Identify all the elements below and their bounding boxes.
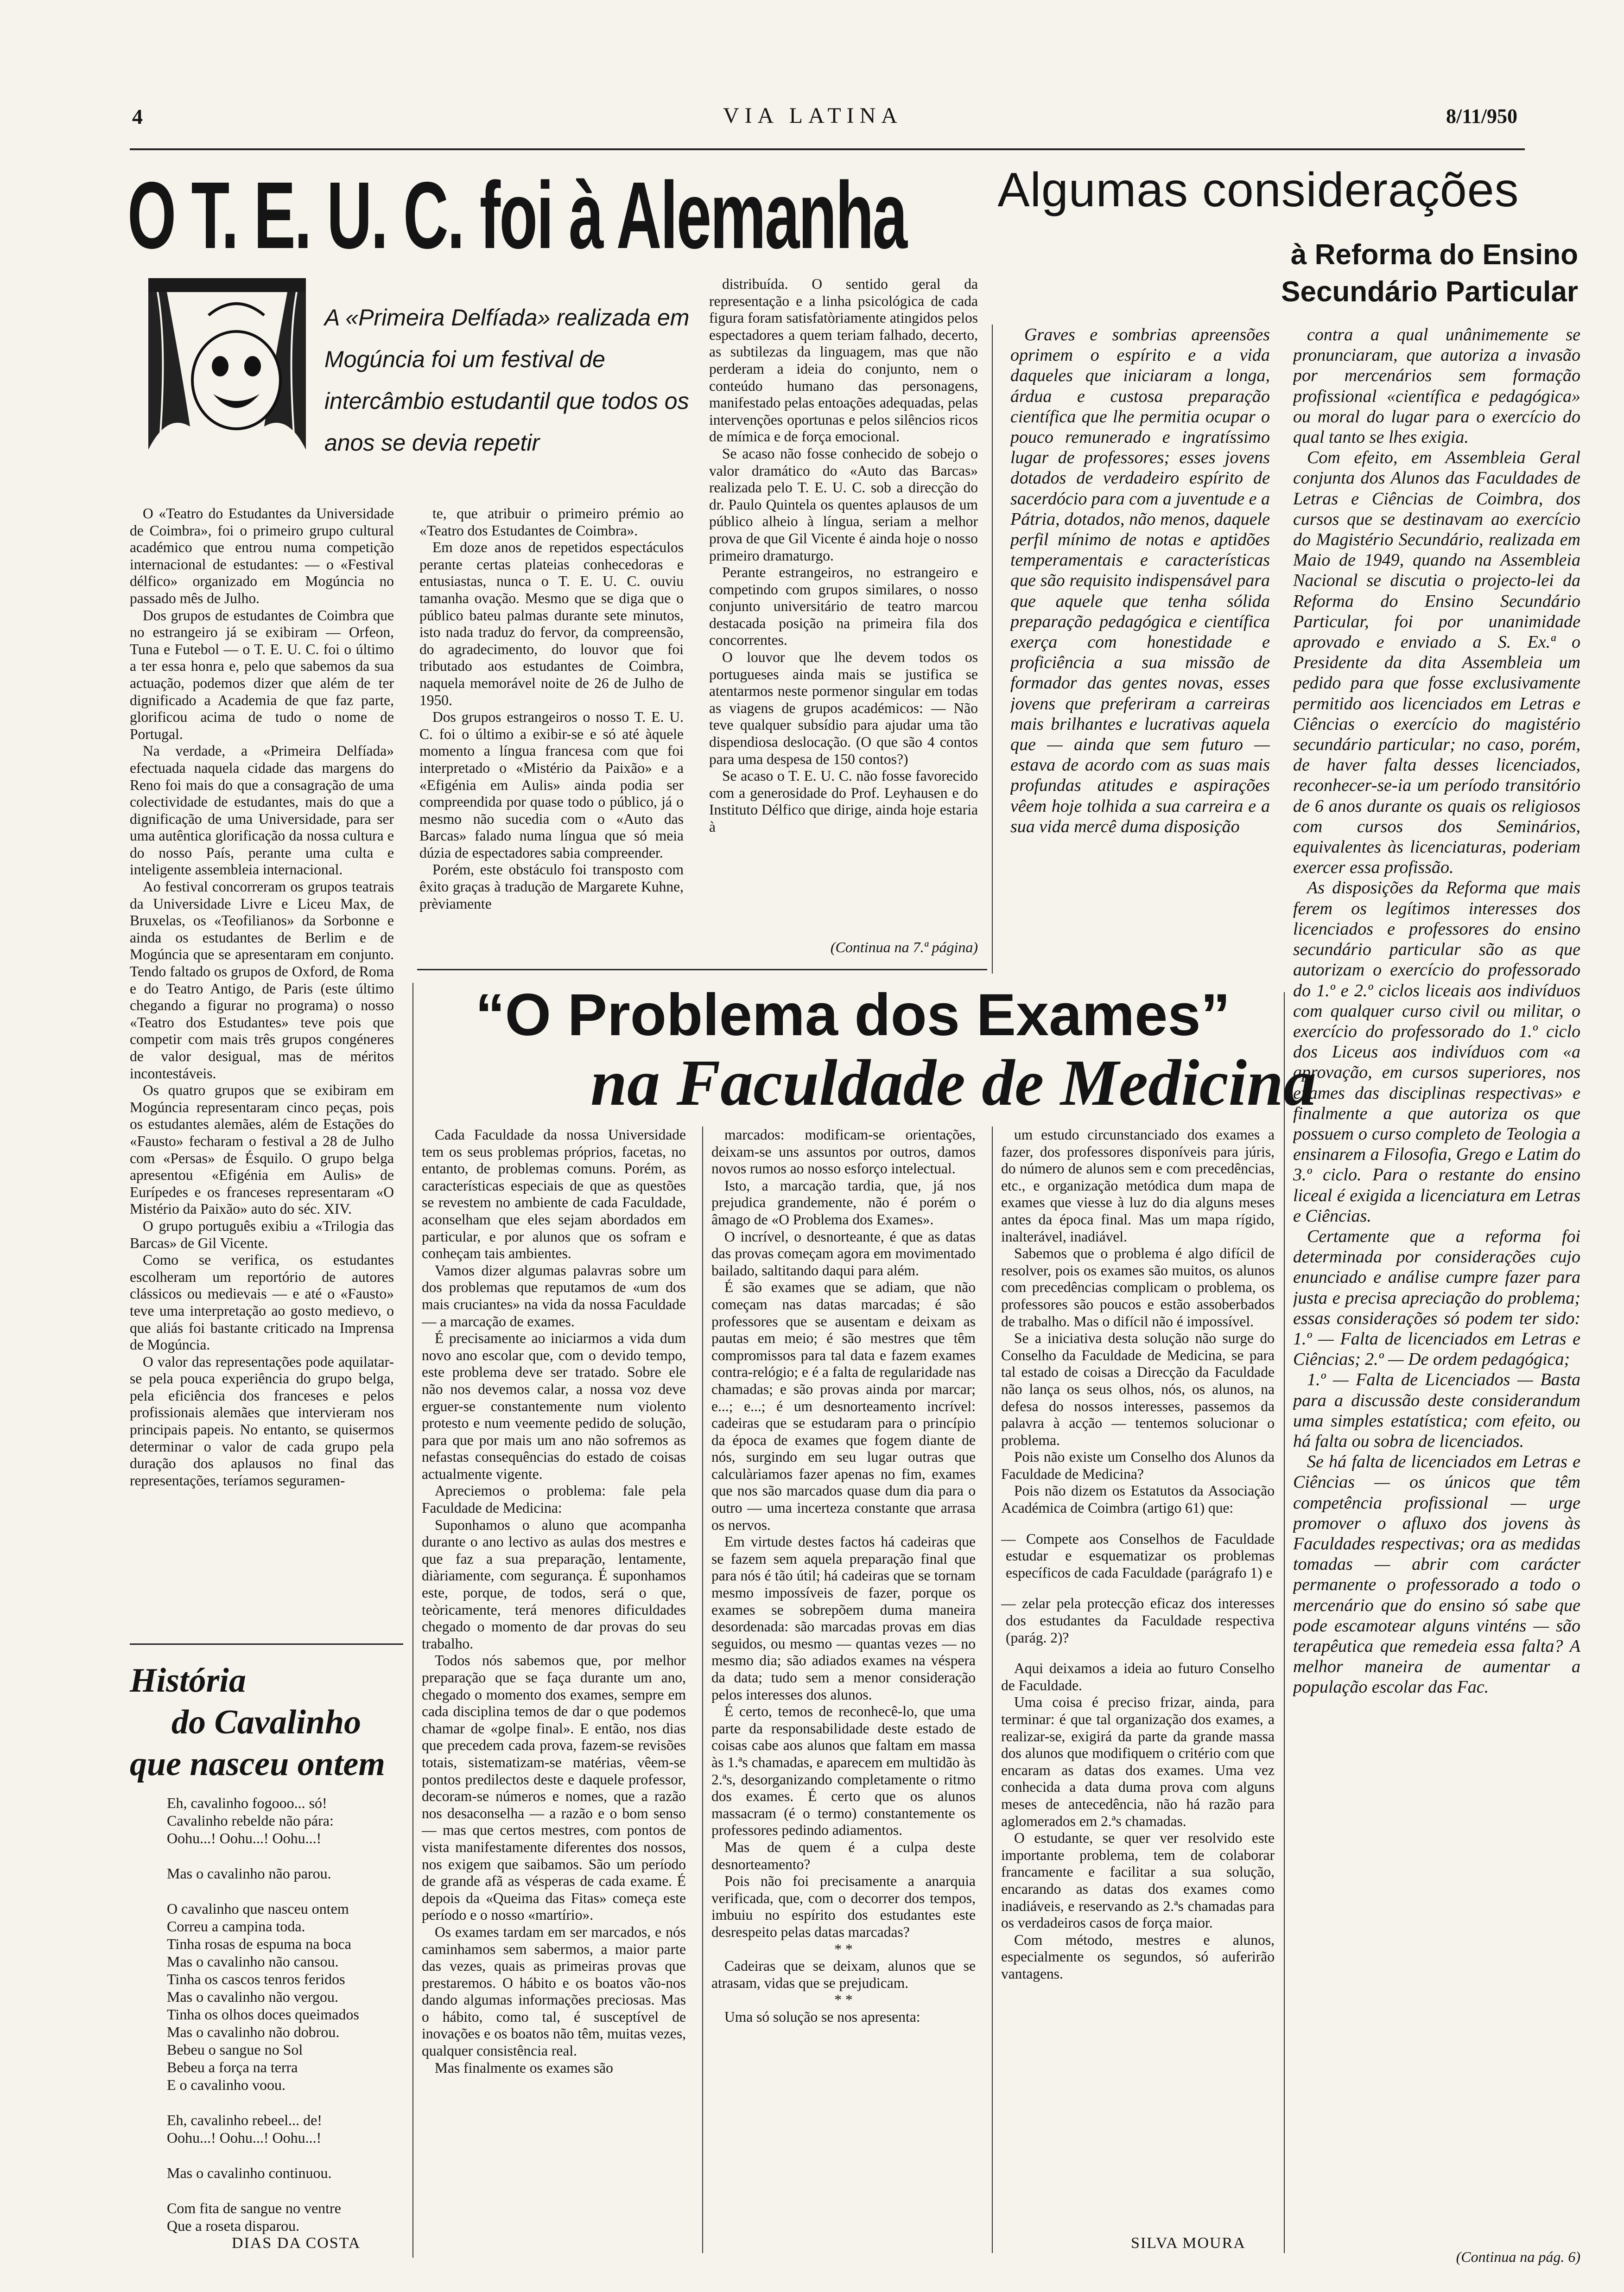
paragraph: contra a qual unânimemente se pronunciaram, que autoriza a invasão por mercenários sem formação profissional «científica e pedagógica» ou moral do lugar para o exercício do qual tanto se lhes exigia.: [1293, 325, 1580, 447]
algumas-subtitle-line-1: à Reforma do Ensino: [1290, 239, 1578, 271]
column-rule: [412, 983, 413, 2258]
problema-author: SILVA MOURA: [1131, 2235, 1246, 2252]
theatre-mask-illustration-icon: [139, 274, 315, 468]
paragraph: Cada Faculdade da nossa Universidade tem os seus problemas próprios, facetas, no entanto, de problemas comuns. Porém, as características especiais de que as questões se revestem no ambiente de cada Faculdade, aconselham que eles sejam abordados em particular, e por alunos que os sofram e conheçam tais ambientes.: [422, 1127, 686, 1262]
paragraph: Se acaso não fosse conhecido de sobejo o valor dramático do «Auto das Barcas» realizada pelo T. E. U. C. sob a direcção do dr. Paulo Quintela os quentes aplausos de um público alheio à língua, seriam a melhor prova de que Gil Vicente é ainda hoje o nosso primeiro dramaturgo.: [709, 445, 978, 564]
paragraph: Os exames tardam em ser marcados, e nós caminhamos sem sabermos, a maior parte das vezes, quais as primeiras provas que prestaremos. O hábito e os boatos vão-nos dando algumas informações preciosas. Mas o hábito, como tal, é susceptível de inovações e os boatos não têm, muitas vezes, qualquer consistência real.: [422, 1923, 686, 2059]
paragraph: Mas finalmente os exames são: [435, 2059, 613, 2076]
paragraph: Porém, este obstáculo foi transposto com êxito graças à tradução de Margarete Kuhne, prèviamente: [419, 861, 684, 912]
paragraph: te, que atribuir o primeiro prémio ao «Teatro dos Estudantes de Coimbra».: [419, 505, 684, 539]
paragraph: 1.º — Falta de Licenciados — Basta para a discussão deste considerandum uma simples estatística; com efeito, ou há falta ou sobra de licenciados.: [1293, 1370, 1580, 1451]
column-rule: [992, 325, 993, 974]
problema-column-3: [1001, 1127, 1275, 2225]
issue-date: 8/11/950: [1446, 105, 1518, 127]
paragraph: O «Teatro do Estudantes da Universidade de Coimbra», foi o primeiro grupo cultural académico que entrou numa competição internacional de estudantes: — o «Festival délfico» organizado em Mogúncia no passado mês de Julho.: [130, 505, 394, 606]
poem-line: Bebeu o sangue no Sol: [167, 2041, 303, 2058]
paragraph: Se a iniciativa desta solução não surge do Conselho da Faculdade de Medicina, se para tal estado de coisas a Direcção da Faculdade não lança os seus olhos, nós, os alunos, na defesa do nossos interesses, passemos da palavra à acção — tentemos solucionar o problema.: [1001, 1330, 1275, 1448]
paragraph: Dos grupos de estudantes de Coimbra que no estrangeiro já se exibiram — Orfeon, Tuna e Futebol — o T. E. U. C. foi o último a ter essa honra e, pelo que sabemos da sua actuação, podemos dizer que além de ter dignificado a Academia de que faz parte, glorificou acima de tudo o nome de Portugal.: [130, 607, 394, 742]
poem-stanza: [167, 2111, 403, 2146]
paragraph: Em doze anos de repetidos espectáculos perante certas plateias conhecedoras e entusiastas, nunca o T. E. U. C. ouviu tamanha ovação. Mesmo que se diga que o público bateu palmas durante sete minutos, isto nada traduz do fervor, da compreensão, do agradecimento, do louvor que foi tributado aos estudantes de Coimbra, naquela memorável noite de 26 de Julho de 1950.: [419, 539, 684, 708]
poem-line: Mas o cavalinho não dobrou.: [167, 2024, 340, 2040]
teuc-subtitle: A «Primeira Delfíada» realizada em Mogúncia foi um festival de intercâmbio estudantil que todos os anos se devia repetir: [324, 305, 690, 456]
paragraph: Isto, a marcação tardia, que, já nos prejudica grandemente, não é porém o âmago de «O Problema dos Exames».: [711, 1177, 976, 1228]
poem-line: Eh, cavalinho fogooo... só!: [167, 1795, 327, 1811]
teuc-column-2: [419, 505, 684, 960]
statute-item: — Compete aos Conselhos de Faculdade estudar e esquematizar os problemas específicos de cada Faculdade (parágrafo 1) e: [1001, 1530, 1275, 1581]
historia-title: [130, 1660, 408, 1785]
paragraph: Apreciemos o problema: fale pela Faculdade de Medicina:: [422, 1483, 686, 1516]
algumas-continued: (Continua na pág. 6): [1456, 2248, 1580, 2265]
algumas-subtitle-line-2: Secundário Particular: [1281, 276, 1578, 308]
paragraph: Na verdade, a «Primeira Delfíada» efectuada naquela cidade das margens do Reno foi mais do que a consagração de uma colectividade de estudantes, mais do que a dignificação de uma Universidade, para ser uma autêntica glorificação da nossa cultura e do nosso País, perante uma culta e inteligente assembleia internacional.: [130, 743, 394, 878]
paragraph: Certamente que a reforma foi determinada por considerações cujo enunciado e análise cumpre fazer para justa e precisa apreciação do problema; essas considerações só podem ter sido: 1.º — Falta de licenciados em Letras e Ciências; 2.º — De ordem pedagógica;: [1293, 1226, 1580, 1369]
paragraph: O grupo português exibiu a «Trilogia das Barcas» de Gil Vicente.: [130, 1217, 394, 1251]
paragraph: marcados: modificam-se orientações, deixam-se uns assuntos por outros, damos novos rumos ao nosso esforço intelectual.: [711, 1127, 976, 1177]
paragraph: As disposições da Reforma que mais ferem os legítimos interesses dos licenciados e professores do ensino secundário particular são as que autorizam o exercício do professorado do 1.º e 2.º ciclos liceais aos indivíduos com qualquer curso civil ou militar, o exercício do professorado do 1.º ciclo dos Liceus aos indivíduos com «a aprovação, em cursos superiores, nos exames das disciplinas respectivas» e finalmente a que autoriza os que possuem o curso completo de Teologia a ensinarem a Filosofia, Grego e Latim do 3.º ciclo. Para o restante do ensino liceal é exigida a licenciatura em Letras e Ciências.: [1293, 878, 1580, 1226]
paragraph: Perante estrangeiros, no estrangeiro e competindo com grupos similares, o nosso conjunto universitário de teatro marcou destacada posição na primeira fila dos concorrentes.: [709, 564, 978, 649]
section-separator: * *: [834, 1992, 853, 2008]
poem-line: Tinha rosas de espuma na boca: [167, 1935, 351, 1952]
historia-title-line-1: História: [130, 1662, 246, 1700]
paragraph: Pois não existe um Conselho dos Alunos da Faculdade de Medicina?: [1001, 1449, 1275, 1482]
teuc-column-1: [130, 505, 394, 1632]
section-rule: [130, 1643, 403, 1645]
teuc-continued: (Continua na 7.ª página): [830, 939, 978, 955]
poem-stanza: [167, 2199, 403, 2235]
algumas-column-2: [1293, 325, 1580, 2225]
paragraph: O louvor que lhe devem todos os portugueses ainda mais se justifica se atentarmos neste pormenor singular em todas as viagens de grupos académicos: — Não teve qualquer subsídio para ajudar uma tão dispendiosa deslocação. (O que são 4 contos para uma despesa de 150 contos?): [709, 649, 978, 767]
paragraph: Sabemos que o problema é algo difícil de resolver, pois os exames são muitos, os alunos com precedências complicam o problema, os professores são poucos e estão assoberbados de trabalho. Mas o difícil não é impossível.: [1001, 1245, 1275, 1330]
poem-line: Eh, cavalinho rebeel... de!: [167, 2112, 322, 2128]
poem-line: Correu a campina toda.: [167, 1918, 305, 1935]
teuc-headline: O T. E. U. C. foi à Alemanha: [127, 162, 907, 268]
paragraph: Graves e sombrias apreensões oprimem o espírito e a vida daqueles que iniciaram a longa, árdua e custosa preparação científica que lhe permitia ocupar o pouco remunerado e ingratíssimo lugar de professores; esses jovens dotados de verdadeiro espírito de sacerdócio para com a juventude e a Pátria, dotados, não menos, daquele perfil mínimo de notas e aptidões temperamentais e características que são requisito indispensável para que aquele que tenha sólida preparação pedagógica e científica exerça com honestidade e proficiência a sua missão de formador das gentes novas, esses jovens que preferiram a carreiras mais brilhantes e lucrativas aquela que — ainda que sem futuro — estava de acordo com as suas mais profundas atitudes e aspirações vêem hoje tolhida a sua carreira e a sua vida mercê duma disposição: [1010, 325, 1270, 836]
poem-stanza: [167, 1900, 403, 2094]
poem-stanza: [167, 1865, 403, 1882]
poem-line: Mas o cavalinho não cansou.: [167, 1953, 339, 1970]
section-rule: [417, 969, 987, 970]
paragraph: É certo, temos de reconhecê-lo, que uma parte da responsabilidade deste estado de coisas cabe aos alunos que faltam em massa às 1.ªs chamadas, e aparecem em multidão às 2.ªs, desorganizando completamente o ritmo dos exames. É certo que os alunos massacram (é o termo) constantemente os professores pedindo adiamentos.: [711, 1703, 976, 1839]
poem-line: Tinha os olhos doces queimados: [167, 2006, 359, 2023]
poem-line: E o cavalinho voou.: [167, 2076, 285, 2093]
paragraph: É são exames que se adiam, que não começam nas datas marcadas; é são professores que se ausentam e deixam as pautas em meio; é são mestres que têm compromissos para tal data e fazem exames contra-relógio; e é a falta de regularidade nas chamadas; e são provas ainda por marcar; e...; e...; é um desnorteamento incrível: cadeiras que se estudaram para o princípio da época de exames que fogem diante de nós, surgindo em seu lugar outras que calculàriamos fazer apenas no fim, exames que nos são marcados quase dum dia para o outro — uma incerteza constante que arrasa os nervos.: [711, 1279, 976, 1533]
algumas-column-1: [1010, 325, 1270, 969]
statute-item: — zelar pela protecção eficaz dos interesses dos estudantes da Faculdade respectiva (parág. 2)?: [1001, 1595, 1275, 1646]
poem-line: Com fita de sangue no ventre: [167, 2200, 341, 2216]
paragraph: Pois não dizem os Estatutos da Associação Académica de Coimbra (artigo 61) que:: [1001, 1483, 1275, 1516]
paragraph: distribuída. O sentido geral da representação e a linha psicológica de cada figura foram satisfatòriamente atingidos pelos espectadores a quem teriam falhado, decerto, as subtilezas da linguagem, mas que não perderam a ideia do conjunto, nem o conteúdo humano das personagens, manifestado pelas entoações adequadas, pelas intervenções oportunas e pelos silêncios ricos de mímica e de força emocional.: [709, 276, 978, 445]
paragraph: É precisamente ao iniciarmos a vida dum novo ano escolar que, com o devido tempo, este problema deve ser tratado. Sobre ele não nos devemos calar, a nossa voz deve erguer-se constantemente num violento protesto e num veemente pedido de solução, para que por mais um ano não sofremos as nefastas consequências do estado de coisas actualmente vigente.: [422, 1330, 686, 1482]
paragraph: Com método, mestres e alunos, especialmente os segundos, só auferirão vantagens.: [1001, 1931, 1275, 1982]
paragraph: Em virtude destes factos há cadeiras que se fazem sem aquela preparação final que para nós é tão útil; há cadeiras que se tornam mesmo impossíveis de fazer, porque os exames se sobrepõem duma maneira desordenada: são marcadas provas em dias seguidos, ou mesmo — quantas vezes — no mesmo dia; são adiados exames na véspera da data; tudo sem a menor consideração pelos interesses dos alunos.: [711, 1534, 976, 1703]
paragraph: Todos nós sabemos que, por melhor preparação que se faça durante um ano, chegado o momento dos exames, sempre em cada disciplina temos de dar o que podemos chamar de «golpe final». E então, nos dias que precedem cada prova, fazem-se revisões totais, sistematizam-se matérias, vêem-se pontos predilectos deste e daquele professor, decoram-se números e nomes, que a razão nos desaconselha — a razão e o bom senso — mas que certos mestres, com pontos de vista manifestamente diferentes dos nossos, nos exigem que saibamos. São um período de grande afã as vésperas de cada exame. É depois da «Queima das Fitas» começa este período e o nosso «martírio».: [422, 1652, 686, 1923]
poem-line: Que a roseta disparou.: [167, 2217, 300, 2234]
paragraph: Os quatro grupos que se exibiram em Mogúncia representaram cinco peças, pois os estudantes alemães, além de Estações do «Fausto» fecharam o festival a 28 de Julho com «Persas» de Ésquilo. O grupo belga apresentou «Efigénia em Aulis» de Eurípedes e os franceses representaram «O Mistério da Paixão» auto do séc. XIV.: [130, 1082, 394, 1217]
paragraph: O incrível, o desnorteante, é que as datas das provas começam agora em movimentado bailado, saltitando daqui para além.: [711, 1228, 976, 1279]
paragraph: Se acaso o T. E. U. C. não fosse favorecido com a generosidade do Prof. Leyhausen e do Instituto Délfico que dirige, ainda hoje estaria à: [709, 768, 978, 835]
paragraph: Ao festival concorreram os grupos teatrais da Universidade Livre e Liceu Max, de Bruxelas, os «Teofilianos» da Sorbonne e ainda os estudantes de Berlim e de Mogúncia que se apresentaram em conjunto. Tendo faltado os grupos de Oxford, de Roma e do Teatro Antigo, de Paris (este último chegando a figurar no programa) o nosso «Teatro dos Estudantes» teve pois que competir com mais três grupos congéneres de valor desigual, mas de méritos incontestáveis.: [130, 879, 394, 1082]
teuc-column-3: [709, 276, 978, 930]
poem-line: Mas o cavalinho não parou.: [167, 1865, 331, 1882]
header-rule: [130, 148, 1525, 150]
paragraph: Cadeiras que se deixam, alunos que se atrasam, vidas que se prejudicam.: [711, 1958, 976, 1991]
column-rule: [1284, 992, 1285, 2253]
historia-title-line-2: do Cavalinho: [171, 1703, 362, 1741]
paragraph: Com efeito, em Assembleia Geral conjunta dos Alunos das Faculdades de Letras e Ciências de Coimbra, dos cursos que se destinavam ao exercício do Magistério Secundário, realizada em Maio de 1949, quando na Assembleia Nacional se discutia o projecto-lei da Reforma do Ensino Secundário Particular, foi por unanimidade aprovado e enviado a S. Ex.ª o Presidente da dita Assembleia um pedido para que fosse exclusivamente permitido aos licenciados em Letras e Ciências o exercício do magistério secundário particular; no caso, porém, de haver falta desses licenciados, reconhecer-se-ia um período transitório de 6 anos durante os quais os religiosos com cursos dos Seminários, equivalentes às licenciaturas, poderiam exercer essa profissão.: [1293, 448, 1580, 878]
column-rule: [702, 1127, 703, 2253]
historia-title-line-3: que nasceu ontem: [130, 1745, 385, 1783]
paragraph: O valor das representações pode aquilatar-se pela pouca experiência do grupo belga, pela eficiência dos franceses e pelos profissionais alemães que intervieram nos principais papeis. No entanto, se quisermos determinar o valor de cada grupo pela duração dos aplausos no final das representações, teríamos seguramen-: [130, 1353, 394, 1489]
problema-subtitle: na Faculdade de Medicina: [590, 1046, 1316, 1119]
algumas-subtitle: [1038, 236, 1578, 311]
problema-column-2: [711, 1127, 976, 2253]
historia-poem: [167, 1794, 403, 2252]
paragraph: Uma só solução se nos apresenta:: [724, 2008, 920, 2025]
paragraph: O estudante, se quer ver resolvido este importante problema, tem de colaborar francamente e facilitar a sua solução, encarando as datas dos exames como inadiáveis, e reservando as 2.ªs chamadas para os verdadeiros casos de força maior.: [1001, 1830, 1275, 1931]
paragraph: Vamos dizer algumas palavras sobre um dos problemas que reputamos de «um dos mais cruciantes» na vida da nossa Faculdade — a marcação de exames.: [422, 1262, 686, 1330]
paragraph: um estudo circunstanciado dos exames a fazer, dos professores disponíveis para júris, do número de alunos sem e com precedências, etc., e organização metódica dum mapa de exames que viesse à luz do dia alguns meses antes da época final. Mas um mapa rígido, inalterável, inadiável.: [1001, 1127, 1275, 1245]
problema-headline: “O Problema dos Exames”: [475, 982, 1231, 1048]
paragraph: Pois não foi precisamente a anarquia verificada, que, com o decorrer dos tempos, imbuiu no espírito dos estudantes este desrespeito pelas datas marcadas?: [711, 1873, 976, 1940]
poem-stanza: [167, 1794, 403, 1847]
poem-line: O cavalinho que nasceu ontem: [167, 1900, 349, 1917]
paragraph: Como se verifica, os estudantes escolheram um reportório de autores clássicos ou medievais — e até o «Fausto» teve uma interpretação ao gosto medievo, o que aliás foi bastante criticado na Imprensa de Mogúncia.: [130, 1252, 394, 1353]
historia-author: DIAS DA COSTA: [232, 2235, 361, 2252]
problema-column-1: [422, 1127, 686, 2253]
poem-line: Bebeu a força na terra: [167, 2059, 298, 2076]
poem-stanza: [167, 2164, 403, 2182]
poem-line: Cavalinho rebelde não pára:: [167, 1812, 334, 1829]
paragraph: Dos grupos estrangeiros o nosso T. E. U. C. foi o último a exibir-se e só até àquele momento a língua francesa com que foi interpretado o «Mistério da Paixão» e a «Efigénia em Aulis» ainda podia ser compreendida por quase todo o público, já o mesmo não sucedia com o «Auto das Barcas» falado numa língua que só meia dúzia de espectadores sabia compreender.: [419, 709, 684, 861]
algumas-headline: Algumas considerações: [997, 163, 1519, 217]
paragraph: Suponhamos o aluno que acompanha durante o ano lectivo as aulas dos mestres e que faz a sua preparação, lentamente, diàriamente, com segurança. É suponhamos este, porque, de todos, será o que, teòricamente, terá menores dificuldades chegado o momento de dar provas do seu trabalho.: [422, 1516, 686, 1652]
column-rule: [992, 1127, 993, 2253]
paragraph: Aqui deixamos a ideia ao futuro Conselho de Faculdade.: [1001, 1660, 1275, 1694]
paragraph: Se há falta de licenciados em Letras e Ciências — os únicos que têm competência profissional — urge promover o afluxo dos jovens às Faculdades respectivas; ora as medidas tomadas — abrir com carácter permanente o professorado a todo o mercenário que do ensino só sabe que pode escamotear alguns vinténs — são terapêutica que remedeia essa falta? A melhor maneira de aumentar a população escolar das Fac.: [1293, 1452, 1580, 1697]
poem-line: Oohu...! Oohu...! Oohu...!: [167, 1830, 322, 1846]
poem-line: Mas o cavalinho não vergou.: [167, 1988, 338, 2005]
paragraph: Uma coisa é preciso frizar, ainda, para terminar: é que tal organização dos exames, a realizar-se, exigirá da parte da grande massa dos alunos que modifiquem o critério com que encaram as datas dos exames. Uma vez conhecida a data duma prova com alguns meses de antecedência, não há razão para aglomerados em 2.ªs chamadas.: [1001, 1694, 1275, 1829]
page-number: 4: [132, 105, 143, 128]
poem-line: Mas o cavalinho continuou.: [167, 2165, 332, 2181]
section-separator: * *: [834, 1941, 853, 1957]
paragraph: Mas de quem é a culpa deste desnorteamento?: [711, 1839, 976, 1872]
poem-line: Oohu...! Oohu...! Oohu...!: [167, 2129, 322, 2146]
poem-line: Tinha os cascos tenros feridos: [167, 1971, 345, 1987]
publication-name: VIA LATINA: [723, 103, 903, 128]
